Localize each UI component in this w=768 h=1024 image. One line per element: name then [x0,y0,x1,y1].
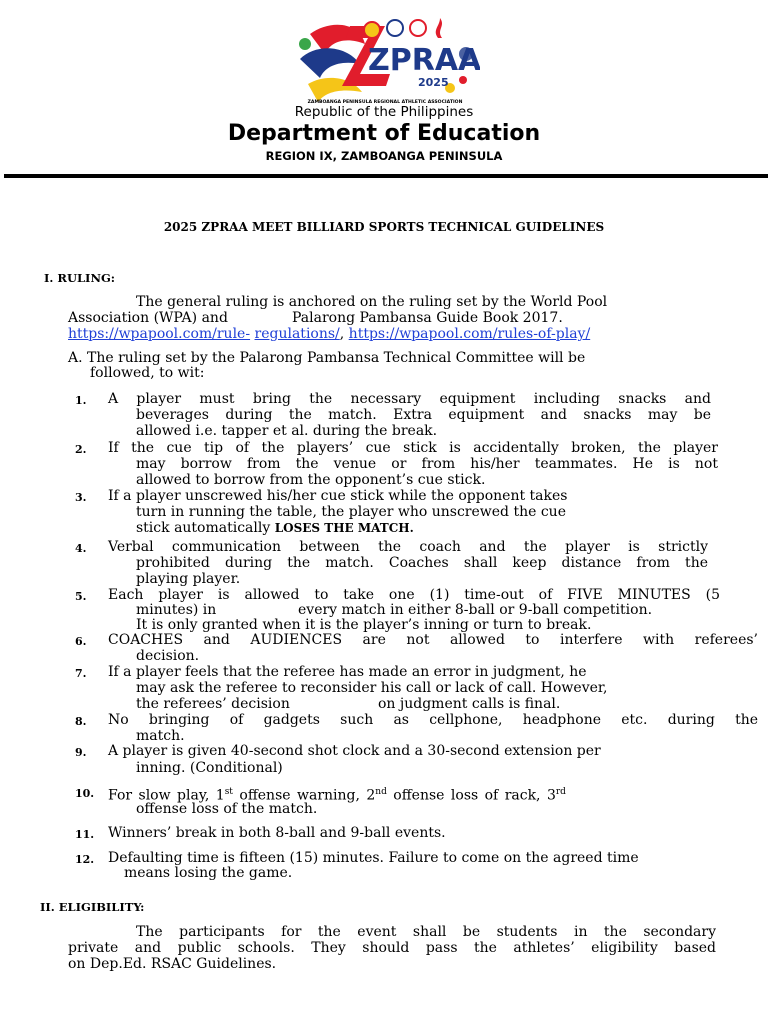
item-7-line-1: If a player feels that the referee has made an error in judgment, he [108,664,587,680]
item-1-line-1: A player must bring the necessary equipment including snacks and [108,391,711,407]
link-wpa-rules-of-play[interactable]: https://wpapool.com/rules-of-play/ [348,326,591,342]
region-line: REGION IX, ZAMBOANGA PENINSULA [265,149,503,163]
item-10-text-a: For slow play, 1 [108,787,225,804]
republic-line: Republic of the Philippines [294,104,474,120]
item-3-line-1: If a player unscrewed his/her cue stick while the opponent takes [108,488,568,504]
eligibility-line-3: on Dep.Ed. RSAC Guidelines. [68,956,277,972]
item-9-line-1: A player is given 40-second shot clock and a 30-second extension per [108,743,601,759]
eligibility-line-2: private and public schools. They should pass the athletes’ eligibility based [68,940,716,956]
item-number-1: 1. [75,394,87,407]
item-4-line-3: playing player. [136,571,241,587]
zpraa-logo [290,14,480,110]
logo-wordmark: ZPRAA [368,43,480,78]
item-number-7: 7. [75,667,87,680]
item-2-line-3: allowed to borrow from the opponent’s cue stick. [136,472,486,488]
header-divider [4,174,768,178]
item-7-line-3b: on judgment calls is final. [378,696,561,712]
item-number-9: 9. [75,746,87,759]
intro-line-2b: Palarong Pambansa Guide Book 2017. [292,310,563,326]
intro-line-1: The general ruling is anchored on the ruling set by the World Pool [136,294,608,310]
zpraa-logo-graphic [290,14,480,110]
item-5-line-2b: every match in either 8-ball or 9-ball competition. [298,602,653,618]
item-10-text-b: offense warning, 2 [232,787,376,804]
item-3-line-3-text: stick automatically [136,520,275,536]
item-12-line-2: means losing the game. [124,865,293,881]
item-number-10: 10. [75,787,95,800]
item-3-line-2: turn in running the table, the player who unscrewed the cue [136,504,566,520]
item-3-period: . [409,521,414,535]
intro-line-2a: Association (WPA) and [68,310,228,326]
wpa-links [68,327,590,343]
logo-assoc: ZAMBOANGA PENINSULA REGIONAL ATHLETIC ASSOCIATION [307,100,463,105]
section-ruling-heading: I. RULING: [44,271,116,285]
item-2-line-2: may borrow from the venue or from his/her teammates. He is not [136,456,718,472]
item-5-line-2a: minutes) in [136,602,217,618]
item-6-line-1: COACHES and AUDIENCES are not allowed to interfere with referees’ [108,632,758,648]
item-number-11: 11. [75,828,95,841]
item-10-line-2: offense loss of the match. [136,801,318,817]
item-10-sup-nd: nd [375,787,387,797]
document-title: 2025 ZPRAA MEET BILLIARD SPORTS TECHNICAL GUIDELINES [163,220,605,234]
item-8-line-2: match. [136,728,185,744]
link-wpa-rules-regulations-part1[interactable]: https://wpapool.com/rule- [68,326,251,342]
item-10-sup-st: st [224,787,233,797]
link-separator: , [339,326,345,342]
logo-year: 2025 [418,76,449,89]
item-number-2: 2. [75,443,87,456]
item-12-line-1: Defaulting time is fifteen (15) minutes. Failure to come on the agreed time [108,850,639,866]
loses-the-match-emphasis: LOSES THE MATCH [274,521,410,535]
item-4-line-1: Verbal communication between the coach and the player is strictly [108,539,708,555]
item-10-text-c: offense loss of rack, 3 [386,787,556,804]
item-5-line-3: It is only granted when it is the player’s inning or turn to break. [136,617,592,633]
item-11-line-1: Winners’ break in both 8-ball and 9-ball events. [108,825,446,841]
item-number-4: 4. [75,542,87,555]
item-number-6: 6. [75,635,87,648]
item-2-line-1: If the cue tip of the players’ cue stick is accidentally broken, the player [108,440,718,456]
item-number-8: 8. [75,715,87,728]
item-5-line-1: Each player is allowed to take one (1) time-out of FIVE MINUTES (5 [108,587,720,603]
item-a-line-1: A. The ruling set by the Palarong Pambansa Technical Committee will be [68,350,586,366]
item-number-3: 3. [75,491,87,504]
item-4-line-2: prohibited during the match. Coaches shall keep distance from the [136,555,708,571]
item-1-line-3: allowed i.e. tapper et al. during the break. [136,423,438,439]
item-9-line-2: inning. (Conditional) [136,760,283,776]
item-a-line-2: followed, to wit: [90,365,205,381]
item-number-5: 5. [75,590,87,603]
item-6-line-2: decision. [136,648,200,664]
eligibility-line-1: The participants for the event shall be students in the secondary [136,924,716,940]
item-7-line-2: may ask the referee to reconsider his call or lack of call. However, [136,680,608,696]
item-10-sup-rd: rd [555,787,566,797]
item-7-line-3a: the referees’ decision [136,696,290,712]
item-8-line-1: No bringing of gadgets such as cellphone, headphone etc. during the [108,712,758,728]
link-wpa-rules-regulations-part2[interactable]: regulations/ [254,326,340,342]
item-number-12: 12. [75,853,95,866]
item-1-line-2: beverages during the match. Extra equipment and snacks may be [136,407,711,423]
department-title: Department of Education [227,121,541,146]
item-3-line-3 [136,521,414,537]
section-eligibility-heading: II. ELIGIBILITY: [40,900,145,914]
